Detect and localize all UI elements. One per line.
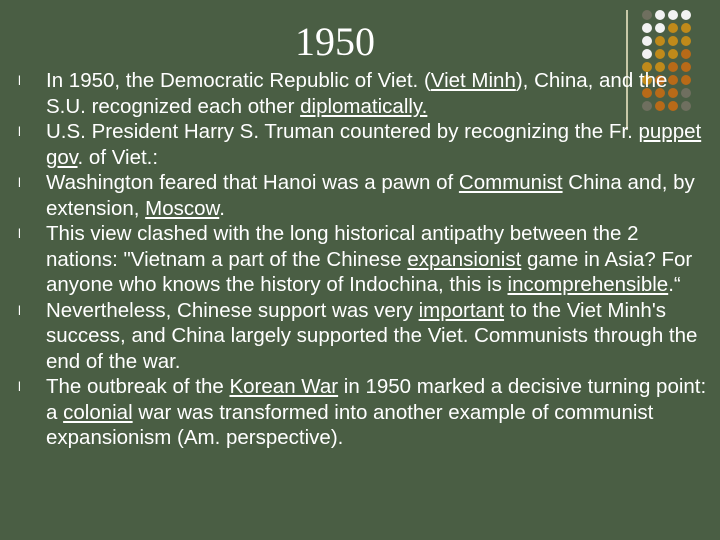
slide-title: 1950 [295, 19, 375, 64]
bullet-marker-icon: l [18, 73, 21, 88]
bullet-marker-icon: l [18, 226, 21, 241]
bullet-text-segment: war was transformed into another example of communist expansionism (Am. perspective). [46, 400, 654, 449]
decorative-dot [681, 49, 691, 59]
bullet-text-segment: .“ [668, 273, 681, 296]
underlined-term: Moscow [145, 196, 220, 220]
bullet-item [18, 68, 708, 119]
decorative-dot [642, 49, 652, 59]
underlined-term: colonial [63, 400, 133, 424]
bullet-text [46, 119, 708, 170]
decorative-dot [681, 23, 691, 33]
decorative-dot [668, 49, 678, 59]
decorative-dot [642, 36, 652, 46]
bullet-text [46, 298, 708, 375]
bullet-text-segment: The outbreak of the [46, 375, 230, 398]
underlined-term: expansionist [407, 247, 522, 271]
decorative-dot [668, 10, 678, 20]
bullet-marker-icon: l [18, 124, 21, 139]
decorative-dot [655, 10, 665, 20]
underlined-term: important [418, 298, 505, 322]
underlined-term: incomprehensible [507, 273, 669, 296]
bullet-text [46, 68, 708, 119]
underlined-term: Viet Minh [430, 69, 516, 92]
bullet-text-segment: in 1950 marked a decisive turning point: a [46, 375, 707, 424]
decorative-dot [655, 36, 665, 46]
bullet-item [18, 221, 708, 298]
underlined-term: diplomatically. [300, 94, 428, 118]
underlined-term: puppet gov [46, 120, 702, 169]
bullet-text-segment: to the Viet Minh's success, and China largely supported the Viet. Communists through the end of the war. [46, 298, 698, 373]
bullet-text-segment: U.S. President Harry S. Truman countered by recognizing the Fr. [46, 120, 639, 143]
bullet-text [46, 221, 708, 298]
bullet-text-segment: Nevertheless, Chinese support was very [46, 298, 419, 322]
bullet-text-segment: game in Asia? For anyone who knows the history of Indochina, this is [46, 247, 693, 296]
decorative-dot [681, 10, 691, 20]
bullet-item [18, 374, 708, 451]
bullet-text-segment: . of Viet.: [77, 145, 159, 169]
bullet-text-segment: Washington feared that Hanoi was a pawn of [46, 171, 459, 194]
decorative-dot [681, 36, 691, 46]
bullet-list [18, 68, 708, 451]
bullet-item [18, 170, 708, 221]
decorative-dot [655, 23, 665, 33]
bullet-item [18, 119, 708, 170]
decorative-dot [655, 49, 665, 59]
bullet-item [18, 298, 708, 375]
bullet-text-segment: In 1950, the Democratic Republic of Viet. ( [46, 69, 431, 92]
bullet-text-segment: China and, by extension, [46, 171, 695, 220]
bullet-text-segment: ), China, and the S.U. recognized each other [46, 69, 668, 118]
bullet-text [46, 374, 708, 451]
decorative-dot [642, 10, 652, 20]
bullet-text [46, 170, 708, 221]
decorative-dot [668, 23, 678, 33]
decorative-dot [642, 23, 652, 33]
bullet-marker-icon: l [18, 379, 21, 394]
bullet-marker-icon: l [18, 175, 21, 190]
underlined-term: Korean War [229, 375, 339, 398]
bullet-marker-icon: l [18, 302, 21, 318]
bullet-text-segment: . [219, 196, 225, 220]
underlined-term: Communist [458, 171, 563, 194]
bullet-text-segment: This view clashed with the long historical antipathy between the 2 nations: "Vietnam a part of the Chinese [46, 222, 639, 271]
decorative-dot [668, 36, 678, 46]
